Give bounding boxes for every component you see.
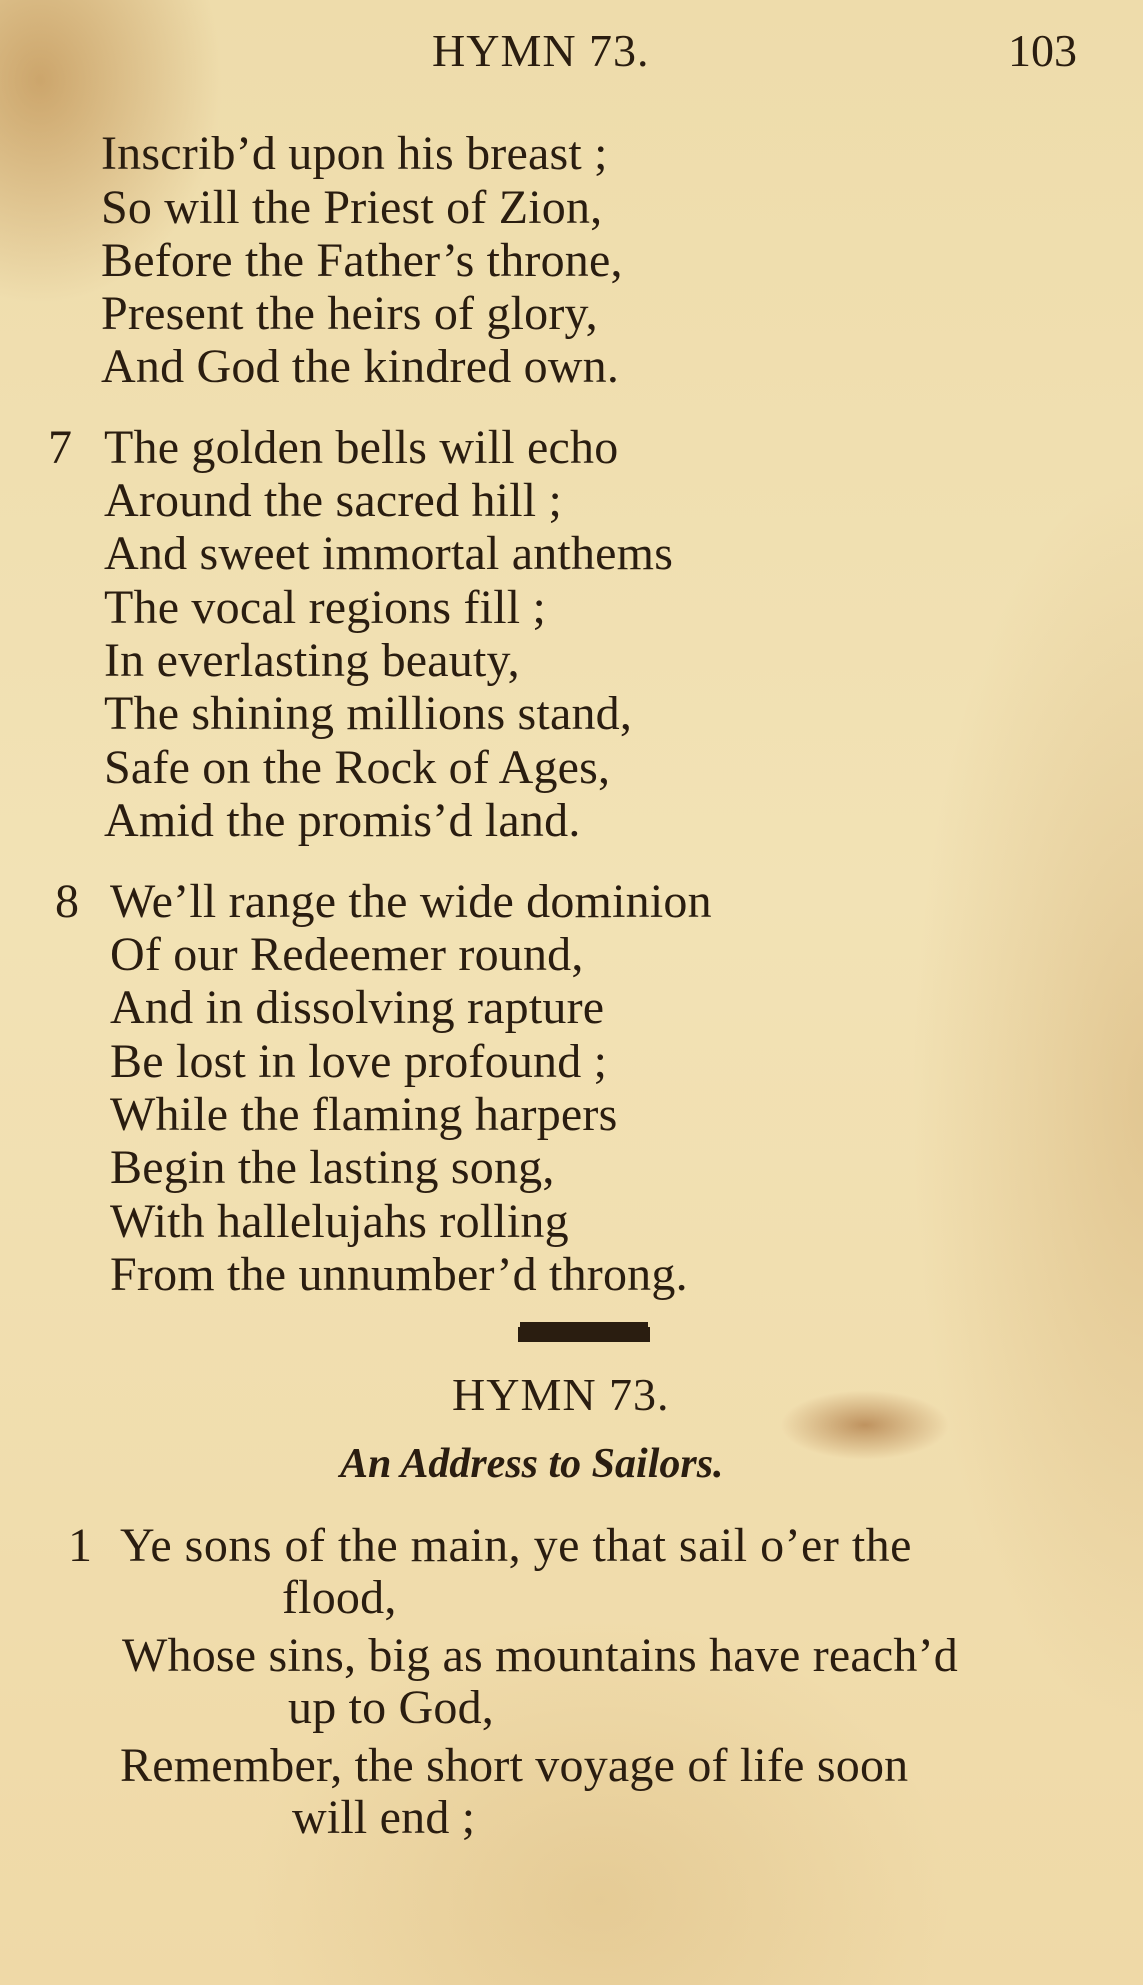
stanza8-line-6: Begin the lasting song,	[110, 1141, 555, 1194]
hymn74-stanza1-line-1	[120, 1520, 912, 1572]
stanza8-line-8: From the unnumber’d throng.	[110, 1248, 688, 1301]
stanza8-line-5: While the flaming harpers	[110, 1088, 618, 1141]
stanza6-line-3: Before the Father’s throne,	[101, 234, 623, 287]
stanza6-line-4: Present the heirs of glory,	[101, 287, 598, 340]
hymn74-stanza1-number: 1	[68, 1519, 92, 1572]
stanza7-line-1: The golden bells will echo	[104, 421, 619, 474]
stanza6-line-1: Inscrib’d upon his breast ;	[101, 127, 608, 180]
running-title: HYMN 73.	[432, 25, 650, 76]
hymn74-stanza1-line-3-cont: will end ;	[292, 1791, 476, 1844]
stanza7-line-7: Safe on the Rock of Ages,	[104, 741, 611, 794]
stanza8-line-2: Of our Redeemer round,	[110, 928, 584, 981]
paper-stain	[780, 1390, 950, 1460]
stanza8-line-3: And in dissolving rapture	[110, 981, 605, 1034]
hymn-title: HYMN 73.	[452, 1369, 670, 1420]
hymn74-stanza1-line-1-cont: flood,	[282, 1571, 397, 1624]
stanza7-line-5: In everlasting beauty,	[104, 634, 520, 687]
stanza8-line-7: With hallelujahs rolling	[110, 1195, 569, 1248]
hymn74-stanza1-line-2-cont: up to God,	[288, 1681, 494, 1734]
line-1-rest: sons of the main, ye that sail o’er the	[172, 1519, 912, 1572]
hymn74-stanza1-line-3: Remember, the short voyage of life soon	[120, 1739, 909, 1792]
stanza7-line-4: The vocal regions fill ;	[104, 581, 547, 634]
stanza7-number: 7	[48, 421, 72, 474]
stanza8-number: 8	[55, 875, 79, 928]
hymn74-stanza1-line-2: Whose sins, big as mountains have reach’d	[122, 1629, 958, 1682]
stanza6-line-2: So will the Priest of Zion,	[101, 181, 603, 234]
stanza7-line-3: And sweet immortal anthems	[104, 527, 674, 580]
first-word-small-caps: Ye	[120, 1519, 173, 1572]
stanza7-line-8: Amid the promis’d land.	[104, 794, 581, 847]
stanza7-line-6: The shining millions stand,	[104, 687, 633, 740]
stanza7-line-2: Around the sacred hill ;	[104, 474, 563, 527]
section-divider	[518, 1327, 650, 1342]
stanza8-line-4: Be lost in love profound ;	[110, 1035, 608, 1088]
page-number: 103	[1008, 25, 1077, 76]
stanza8-line-1: We’ll range the wide dominion	[110, 875, 712, 928]
stanza6-line-5: And God the kindred own.	[101, 340, 620, 393]
hymn-subtitle: An Address to Sailors.	[340, 1441, 724, 1487]
